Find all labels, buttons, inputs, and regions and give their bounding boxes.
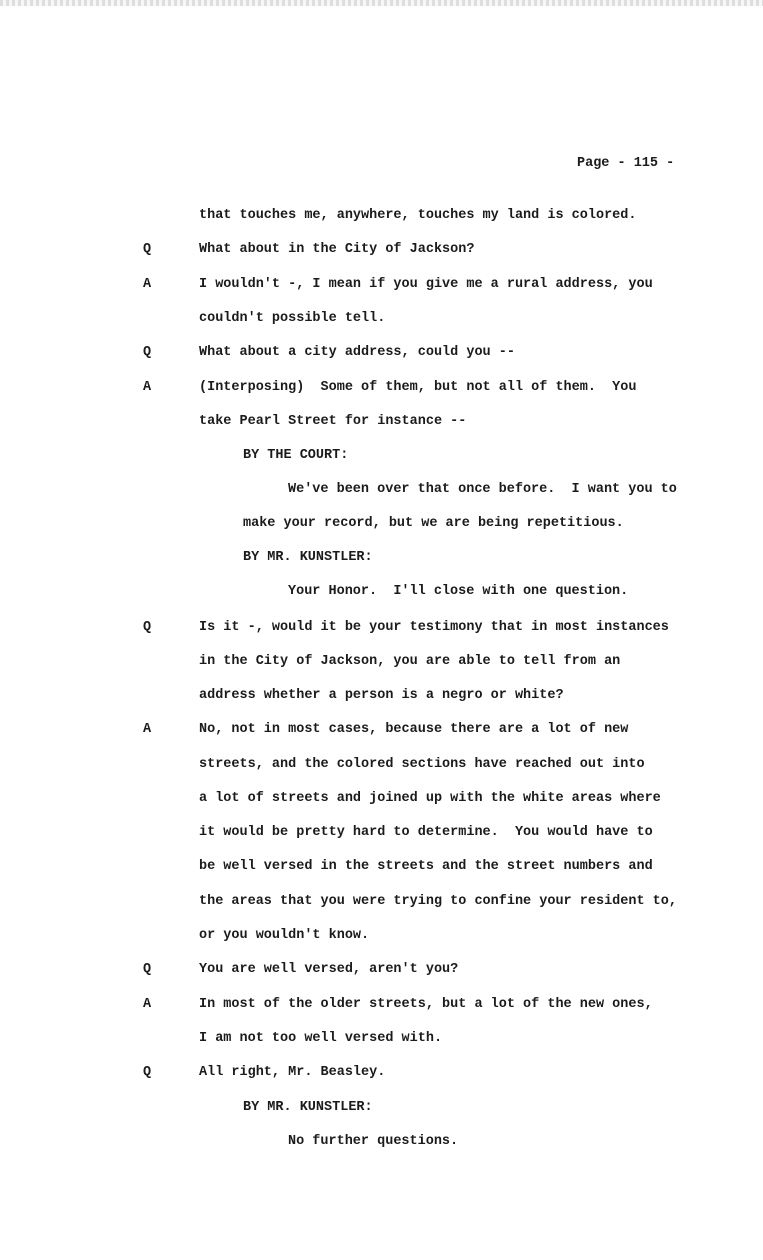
transcript-line: in the City of Jackson, you are able to tell from an [199, 654, 621, 669]
scan-edge [0, 0, 763, 6]
transcript-line: a lot of streets and joined up with the white areas where [199, 791, 661, 806]
speaker-label: Q [143, 345, 152, 360]
transcript-line: streets, and the colored sections have reached out into [199, 757, 645, 772]
transcript-line: (Interposing) Some of them, but not all of them. You [199, 380, 637, 395]
transcript-line: I am not too well versed with. [199, 1031, 443, 1046]
speaker-label: A [143, 277, 152, 292]
transcript-line: address whether a person is a negro or white? [199, 688, 564, 703]
transcript-line: make your record, but we are being repetitious. [243, 516, 624, 531]
transcript-line: that touches me, anywhere, touches my land is colored. [199, 208, 637, 223]
transcript-line: couldn't possible tell. [199, 311, 386, 326]
transcript-line: or you wouldn't know. [199, 928, 370, 943]
transcript-line: We've been over that once before. I want you to [288, 482, 677, 497]
transcript-line: the areas that you were trying to confine your resident to, [199, 894, 677, 909]
transcript-line: it would be pretty hard to determine. You would have to [199, 825, 653, 840]
transcript-line: Your Honor. I'll close with one question. [288, 584, 629, 599]
transcript-line: Is it -, would it be your testimony that in most instances [199, 620, 669, 635]
transcript-line: BY MR. KUNSTLER: [243, 550, 373, 565]
transcript-line: In most of the older streets, but a lot of the new ones, [199, 997, 653, 1012]
transcript-line: All right, Mr. Beasley. [199, 1065, 386, 1080]
speaker-label: Q [143, 1065, 152, 1080]
transcript-line: BY THE COURT: [243, 448, 349, 463]
transcript-line: I wouldn't -, I mean if you give me a rural address, you [199, 277, 653, 292]
transcript-line: You are well versed, aren't you? [199, 962, 459, 977]
transcript-line: No, not in most cases, because there are a lot of new [199, 722, 629, 737]
transcript-line: BY MR. KUNSTLER: [243, 1100, 373, 1115]
transcript-line: No further questions. [288, 1134, 459, 1149]
speaker-label: Q [143, 962, 152, 977]
speaker-label: A [143, 722, 152, 737]
speaker-label: A [143, 997, 152, 1012]
transcript-line: take Pearl Street for instance -- [199, 414, 467, 429]
transcript-line: What about in the City of Jackson? [199, 242, 475, 257]
speaker-label: Q [143, 620, 152, 635]
speaker-label: Q [143, 242, 152, 257]
speaker-label: A [143, 380, 152, 395]
transcript-line: What about a city address, could you -- [199, 345, 515, 360]
transcript-line: be well versed in the streets and the street numbers and [199, 859, 653, 874]
page-number: Page - 115 - [577, 156, 675, 171]
